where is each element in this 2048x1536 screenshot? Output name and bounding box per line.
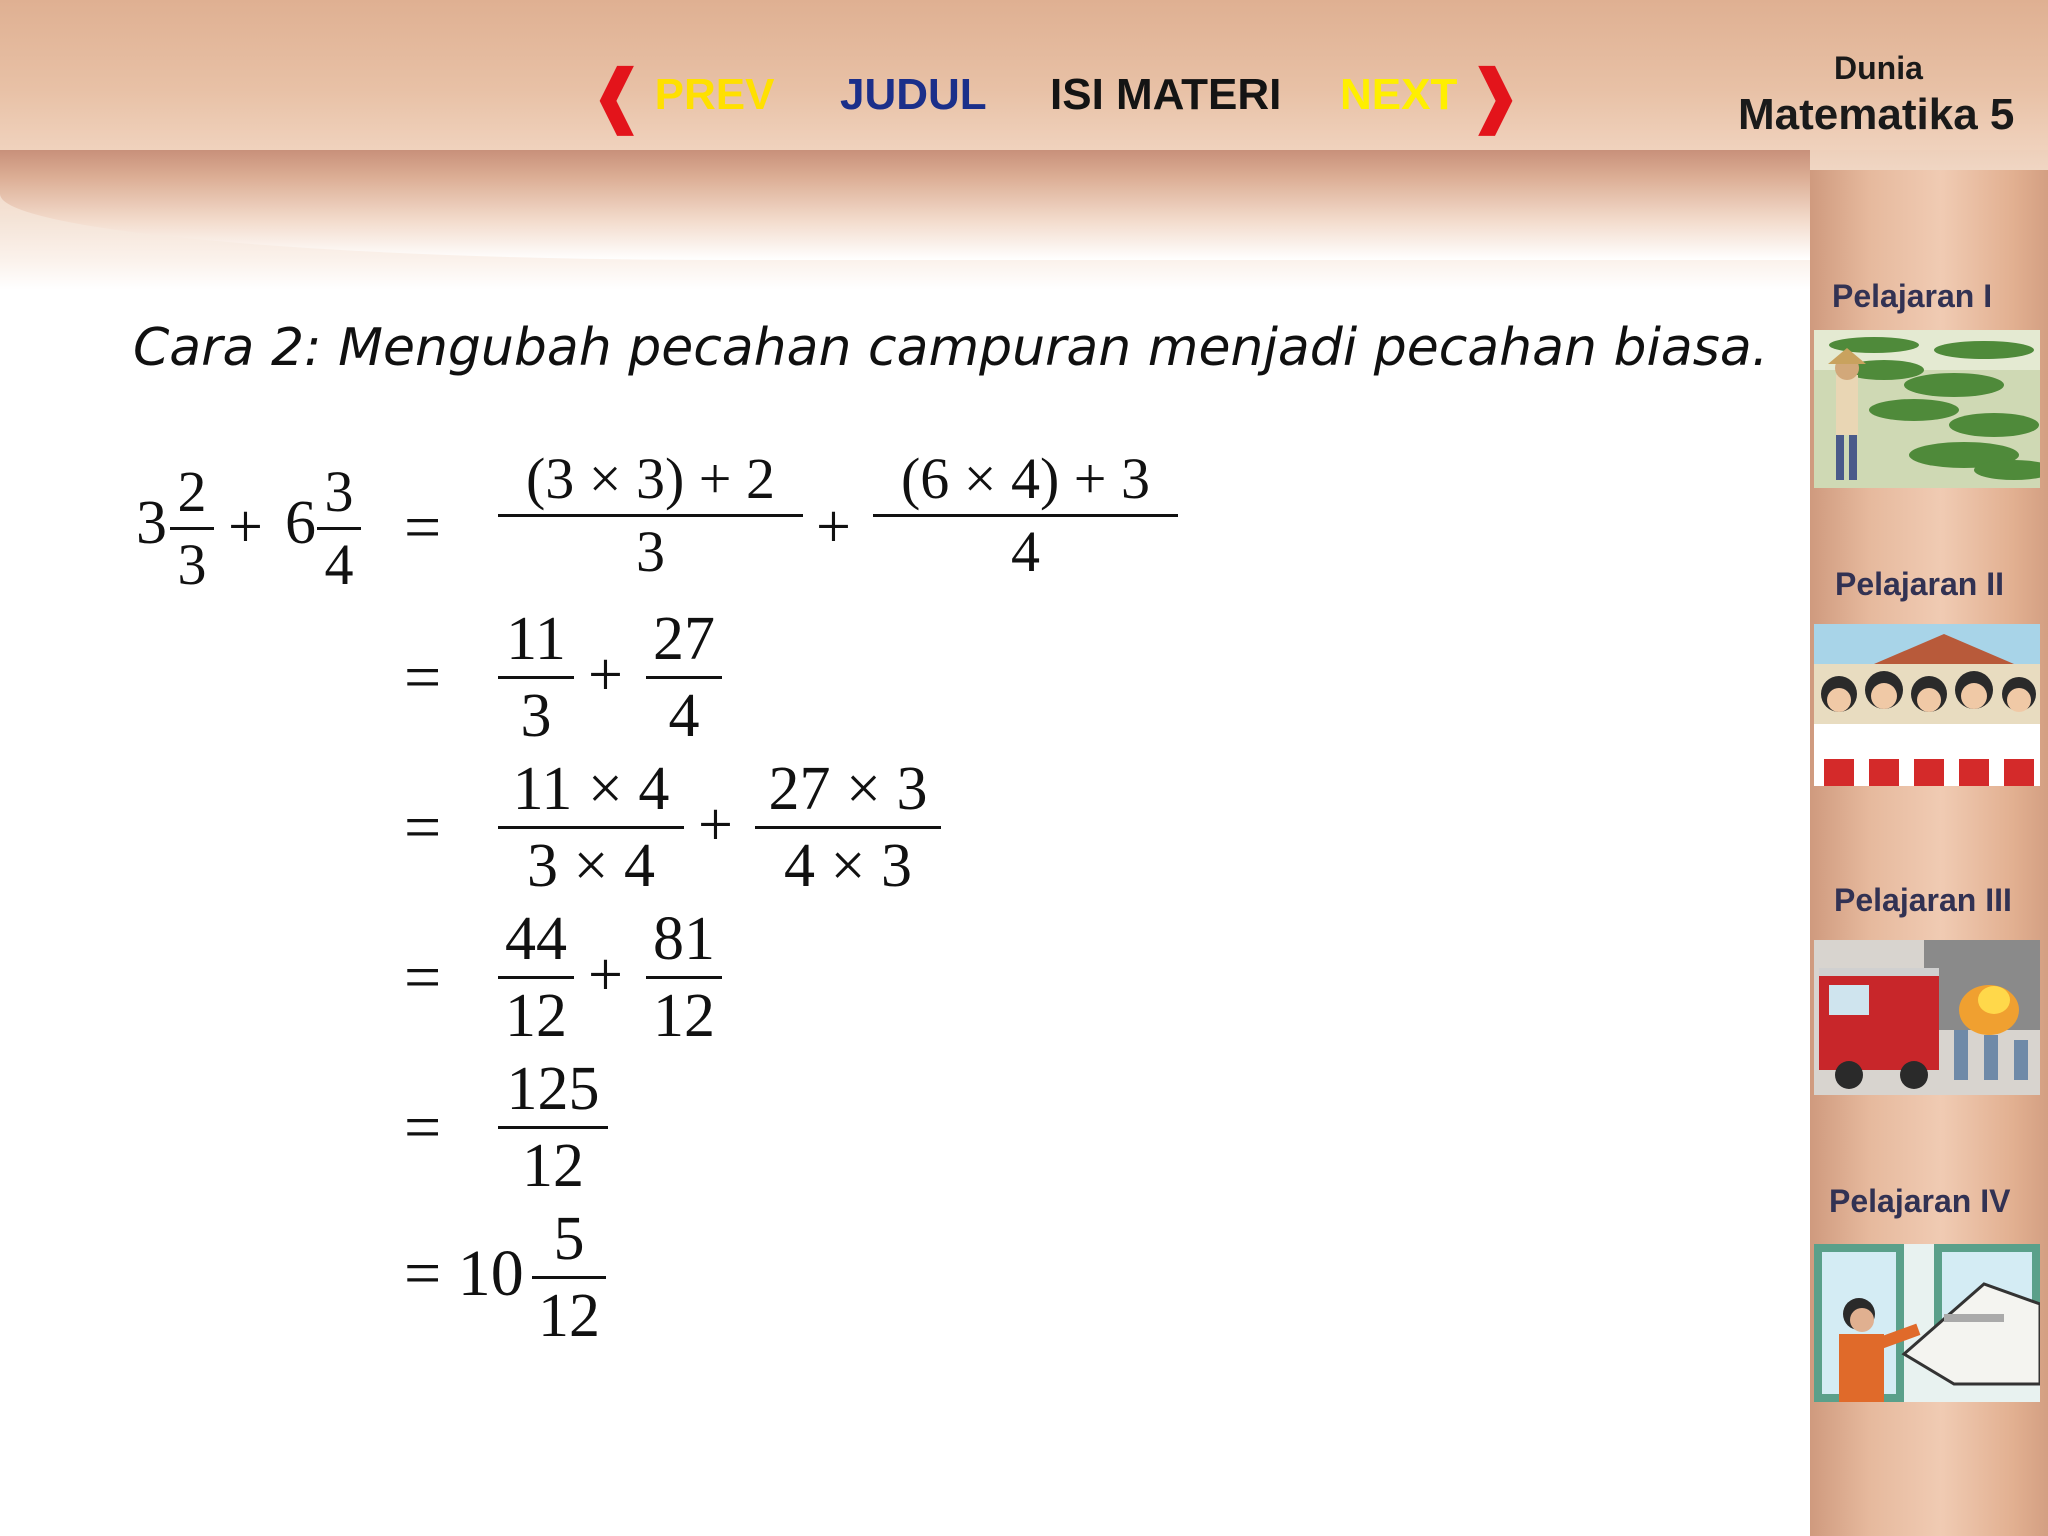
equals-sign: = — [404, 641, 442, 714]
drafting-table-icon[interactable] — [1814, 1244, 2040, 1402]
sidebar-item-pelajaran-1[interactable]: Pelajaran I — [1832, 278, 1993, 314]
lhs-whole-1: 3 — [136, 489, 167, 557]
lhs-plus: + — [228, 493, 263, 561]
sidebar-item-pelajaran-3[interactable]: Pelajaran III — [1834, 882, 2012, 918]
fraction-step4-a — [498, 905, 574, 1050]
lhs-fraction-2 — [317, 459, 361, 597]
next-button[interactable] — [1340, 54, 1525, 136]
plus-sign: + — [588, 641, 623, 709]
equals-sign: = — [404, 1091, 442, 1164]
fraction-bar — [498, 514, 803, 517]
fraction-bar — [317, 527, 361, 530]
chevron-right-icon: ❱ — [1465, 54, 1525, 136]
fraction-step5 — [498, 1055, 608, 1200]
lhs-whole-2: 6 — [285, 489, 316, 557]
numerator: 11 × 4 — [512, 755, 670, 823]
numerator: 81 — [653, 905, 715, 973]
isi-materi-button[interactable] — [1050, 60, 1281, 130]
method-subtitle: Cara 2: Mengubah pecahan campuran menjadi pecahan biasa. — [133, 318, 1769, 378]
next-label: NEXT — [1340, 70, 1458, 119]
fraction-bar — [646, 676, 722, 679]
fraction-step2-a — [498, 605, 574, 750]
final-result-whole: = 10 — [404, 1237, 524, 1310]
numerator: 11 — [506, 605, 566, 673]
numerator: 3 — [324, 459, 354, 524]
judul-button[interactable] — [840, 60, 987, 130]
plus-sign: + — [698, 791, 733, 859]
prev-button[interactable] — [588, 54, 775, 136]
fire-truck-icon[interactable] — [1814, 940, 2040, 1095]
fraction-bar — [498, 676, 574, 679]
fraction-bar — [646, 976, 722, 979]
fraction-step1-a — [498, 446, 803, 584]
numerator: 2 — [177, 459, 207, 524]
numerator: 27 — [653, 605, 715, 673]
denominator: 12 — [538, 1282, 600, 1350]
numerator: 27 × 3 — [768, 755, 928, 823]
denominator: 4 × 3 — [784, 832, 912, 900]
equals-sign: = — [404, 941, 442, 1014]
fraction-step2-b — [646, 605, 722, 750]
denominator: 3 — [636, 519, 665, 584]
judul-label: JUDUL — [840, 70, 987, 119]
sidebar-item-pelajaran-4[interactable]: Pelajaran IV — [1829, 1183, 2011, 1219]
numerator: 125 — [506, 1055, 600, 1123]
fraction-step4-b — [646, 905, 722, 1050]
denominator: 3 × 4 — [527, 832, 655, 900]
denominator: 12 — [522, 1132, 584, 1200]
denominator: 4 — [1011, 519, 1040, 584]
denominator: 3 — [520, 682, 552, 750]
sidebar-item-pelajaran-2[interactable]: Pelajaran II — [1835, 566, 2004, 602]
denominator: 4 — [668, 682, 700, 750]
fraction-bar — [532, 1276, 606, 1279]
fraction-bar — [498, 1126, 608, 1129]
students-group-icon[interactable] — [1814, 624, 2040, 786]
denominator: 12 — [653, 982, 715, 1050]
isi-materi-label: ISI MATERI — [1050, 70, 1282, 119]
numerator: (6 × 4) + 3 — [900, 446, 1151, 511]
fraction-bar — [170, 527, 214, 530]
farmer-field-icon[interactable] — [1814, 330, 2040, 488]
numerator: 5 — [553, 1205, 585, 1273]
final-result-fraction — [532, 1205, 606, 1350]
equals-sign: = — [404, 791, 442, 864]
fraction-bar — [498, 826, 684, 829]
fraction-step3-b — [755, 755, 941, 900]
denominator: 4 — [324, 532, 354, 597]
equals-sign: = — [404, 491, 442, 564]
denominator: 3 — [177, 532, 207, 597]
header-curve — [0, 150, 1810, 260]
fraction-step3-a — [498, 755, 684, 900]
denominator: 12 — [505, 982, 567, 1050]
plus-sign: + — [588, 941, 623, 1009]
numerator: (3 × 3) + 2 — [525, 446, 776, 511]
fraction-step1-b — [873, 446, 1178, 584]
brand-title: Matematika 5 — [1738, 90, 2015, 139]
numerator: 44 — [505, 905, 567, 973]
fraction-bar — [755, 826, 941, 829]
plus-sign: + — [816, 493, 851, 561]
brand-line-1: Dunia — [1834, 50, 1923, 86]
fraction-bar — [498, 976, 574, 979]
fraction-bar — [873, 514, 1178, 517]
chevron-left-icon: ❰ — [588, 54, 647, 136]
prev-label: PREV — [654, 70, 775, 119]
lhs-fraction-1 — [170, 459, 214, 597]
